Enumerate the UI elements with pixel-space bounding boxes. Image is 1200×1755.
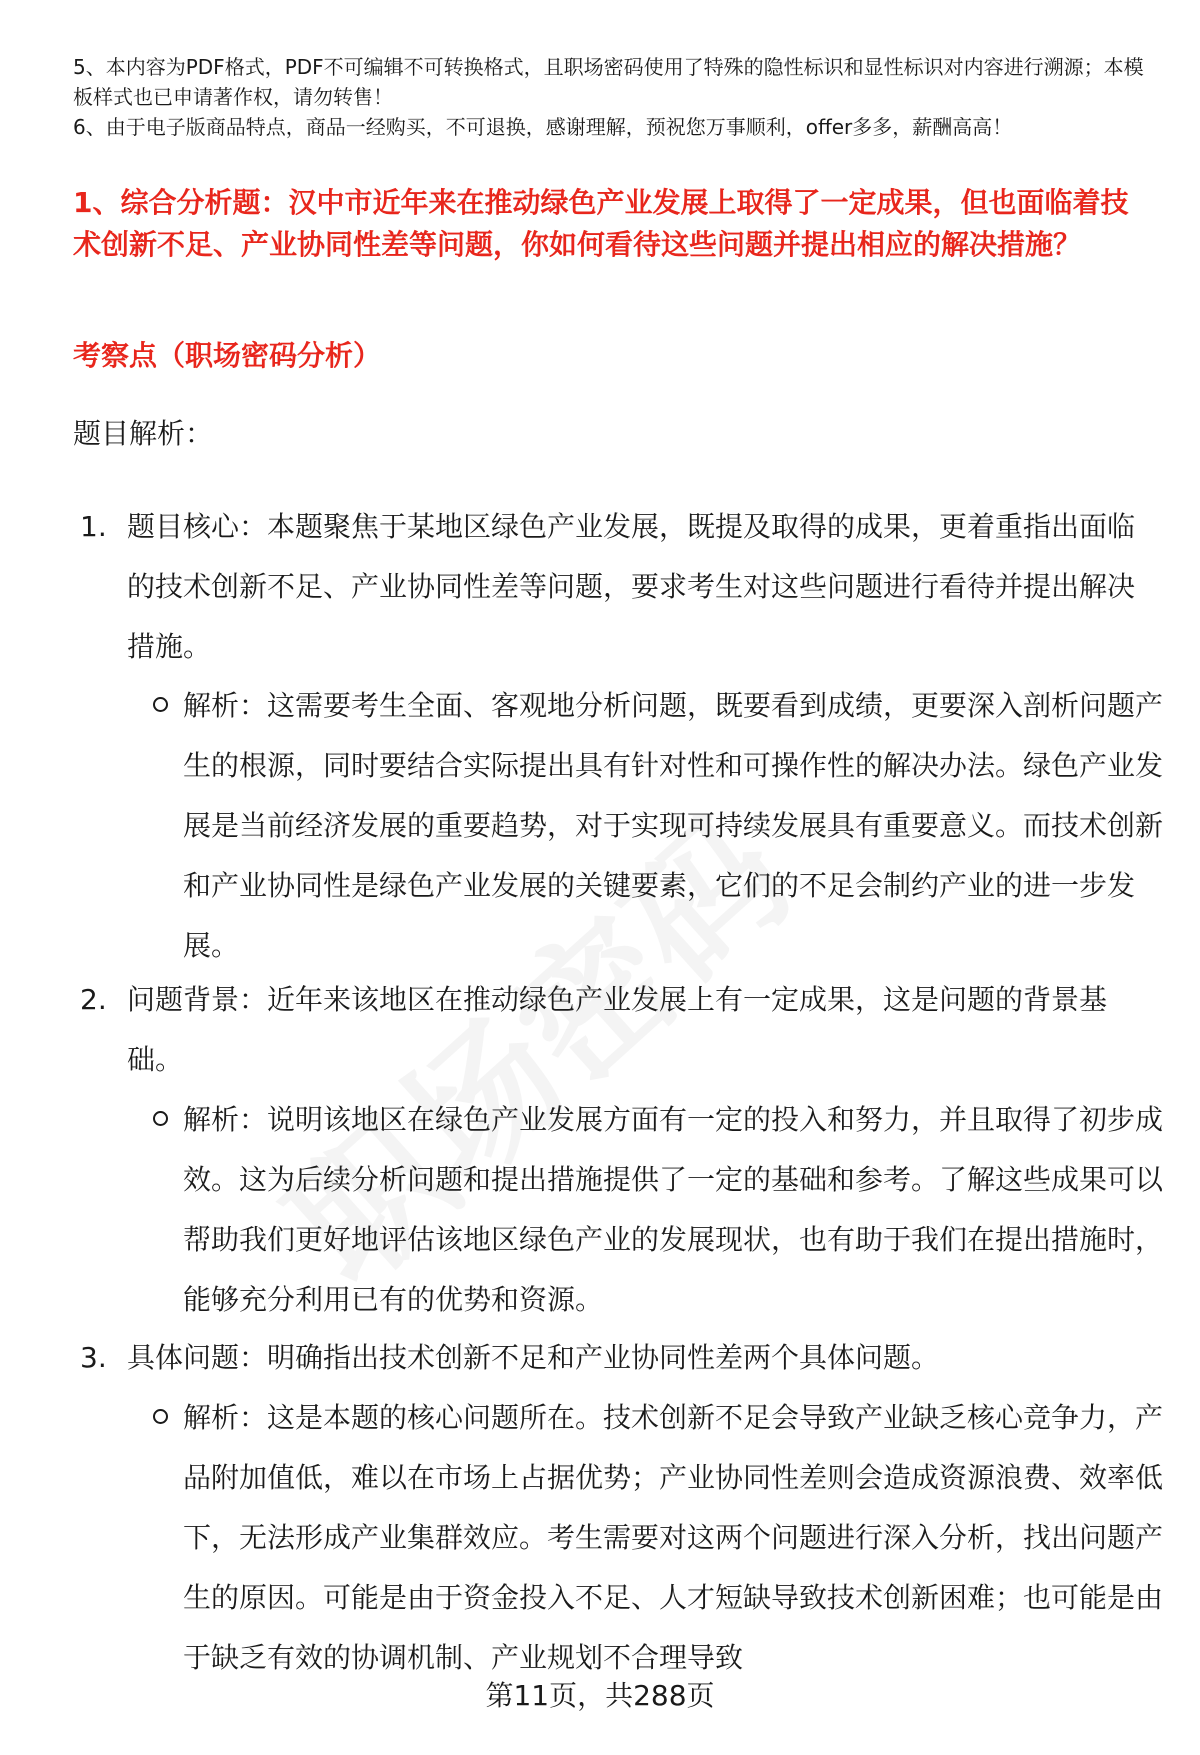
list-item-text: 题目核心：本题聚焦于某地区绿色产业发展，既提及取得的成果，更着重指出面临的技术创新不足、产业协同性差等问题，要求考生对这些问题进行看待并提出解决措施。 [127,510,1136,663]
circle-bullet-icon [153,697,168,712]
notice-6: 6、由于电子版商品特点，商品一经购买，不可退换，感谢理解，预祝您万事顺利，offer多多，薪酬高高！ [73,115,1013,139]
list-number: 3. [80,1341,107,1374]
sub-item-text: 解析：说明该地区在绿色产业发展方面有一定的投入和努力，并且取得了初步成效。这为后续分析问题和提出措施提供了一定的基础和参考。了解这些成果可以帮助我们更好地评估该地区绿色产业的发展现状，也有助于我们在提出措施时，能够充分利用已有的优势和资源。 [183,1103,1164,1316]
page-footer: 第11页，共288页 [485,1679,715,1712]
notice-5: 5、本内容为PDF格式，PDF不可编辑不可转换格式，且职场密码使用了特殊的隐性标识和显性标识对内容进行溯源；本模板样式也已申请著作权，请勿转售！ [73,55,1144,109]
analysis-heading: 题目解析： [73,417,214,450]
sub-item-text: 解析：这需要考生全面、客观地分析问题，既要看到成绩，更要深入剖析问题产生的根源，同时要结合实际提出具有针对性和可操作性的解决办法。绿色产业发展是当前经济发展的重要趋势，对于实现可持续发展具有重要意义。而技术创新和产业协同性是绿色产业发展的关键要素，它们的不足会制约产业的进一步发展。 [183,689,1164,962]
list-number: 1. [80,510,107,543]
sub-item-text: 解析：这是本题的核心问题所在。技术创新不足会导致产业缺乏核心竞争力，产品附加值低，难以在市场上占据优势；产业协同性差则会造成资源浪费、效率低下，无法形成产业集群效应。考生需要对这两个问题进行深入分析，找出问题产生的原因。可能是由于资金投入不足、人才短缺导致技术创新困难；也可能是由于缺乏有效的协调机制、产业规划不合理导致 [183,1401,1164,1674]
section-label: 考察点（职场密码分析） [73,339,382,372]
circle-bullet-icon [153,1409,168,1424]
list-number: 2. [80,983,107,1016]
list-item-text: 问题背景：近年来该地区在推动绿色产业发展上有一定成果，这是问题的背景基础。 [127,983,1108,1076]
circle-bullet-icon [153,1111,168,1126]
question-title: 1、综合分析题：汉中市近年来在推动绿色产业发展上取得了一定成果，但也面临着技术创新不足、产业协同性差等问题，你如何看待这些问题并提出相应的解决措施？ [73,186,1129,261]
list-item-text: 具体问题：明确指出技术创新不足和产业协同性差两个具体问题。 [127,1341,940,1374]
